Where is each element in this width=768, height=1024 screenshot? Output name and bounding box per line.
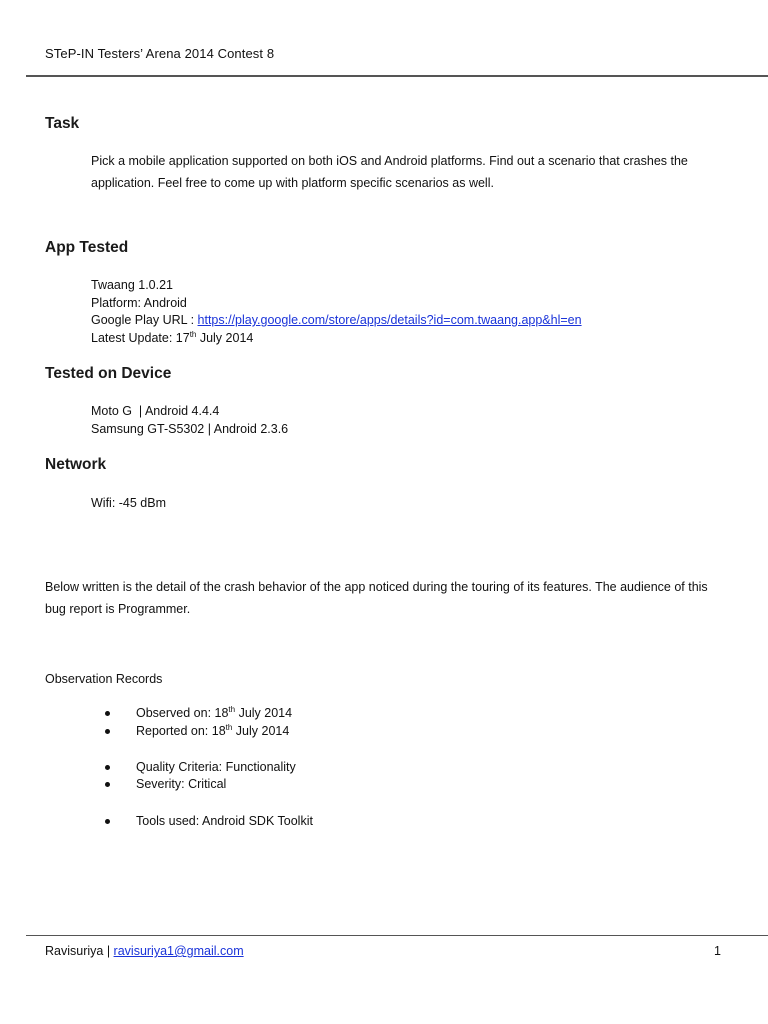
bullet-icon [105,819,110,824]
network-heading: Network [45,456,107,473]
bullet-icon [105,711,110,716]
quality-criteria: Quality Criteria: Functionality [136,760,296,774]
bullet-icon [105,765,110,770]
latest-update-sup: th [189,329,197,339]
footer-divider [26,935,768,936]
bullet-icon [105,729,110,734]
reported-on [136,722,289,740]
footer-email-link[interactable]: ravisuriya1@gmail.com [113,944,244,958]
reported-suffix: July 2014 [232,724,290,738]
app-tested-heading: App Tested [45,239,129,256]
latest-update-prefix: Latest Update: 17 [91,331,190,345]
app-name: Twaang 1.0.21 [91,278,174,292]
task-heading: Task [45,115,80,132]
reported-prefix: Reported on: 18 [136,724,226,738]
play-url-label: Google Play URL : [91,313,198,327]
play-url-line [91,311,582,329]
page-header-title: STeP-IN Testers’ Arena 2014 Contest 8 [45,46,275,61]
tools-used: Tools used: Android SDK Toolkit [136,814,313,828]
latest-update [91,329,253,347]
observed-sup: th [228,704,236,714]
bullet-icon [105,782,110,787]
device-heading: Tested on Device [45,365,172,382]
task-text: Pick a mobile application supported on both iOS and Android platforms. Find out a scenario that crashes the application. Feel free to come up with platform specific scenarios as well. [91,154,688,190]
observed-suffix: July 2014 [235,706,293,720]
reported-sup: th [225,722,233,732]
observation-heading: Observation Records [45,672,163,686]
network-wifi: Wifi: -45 dBm [91,496,167,510]
observed-prefix: Observed on: 18 [136,706,229,720]
severity: Severity: Critical [136,777,227,791]
app-platform: Platform: Android [91,296,187,310]
play-url-link[interactable]: https://play.google.com/store/apps/details?id=com.twaang.app&hl=en [197,313,582,327]
header-divider [26,75,768,77]
footer-author-line [45,944,244,958]
observed-on [136,704,292,722]
intro-paragraph: Below written is the detail of the crash behavior of the app noticed during the touring of its features. The audience of this bug report is Programmer. [45,580,708,616]
device-line-1: Moto G | Android 4.4.4 [91,404,220,418]
footer-author: Ravisuriya | [45,944,114,958]
page-number: 1 [714,944,721,958]
latest-update-suffix: July 2014 [196,331,254,345]
device-line-2: Samsung GT-S5302 | Android 2.3.6 [91,422,289,436]
